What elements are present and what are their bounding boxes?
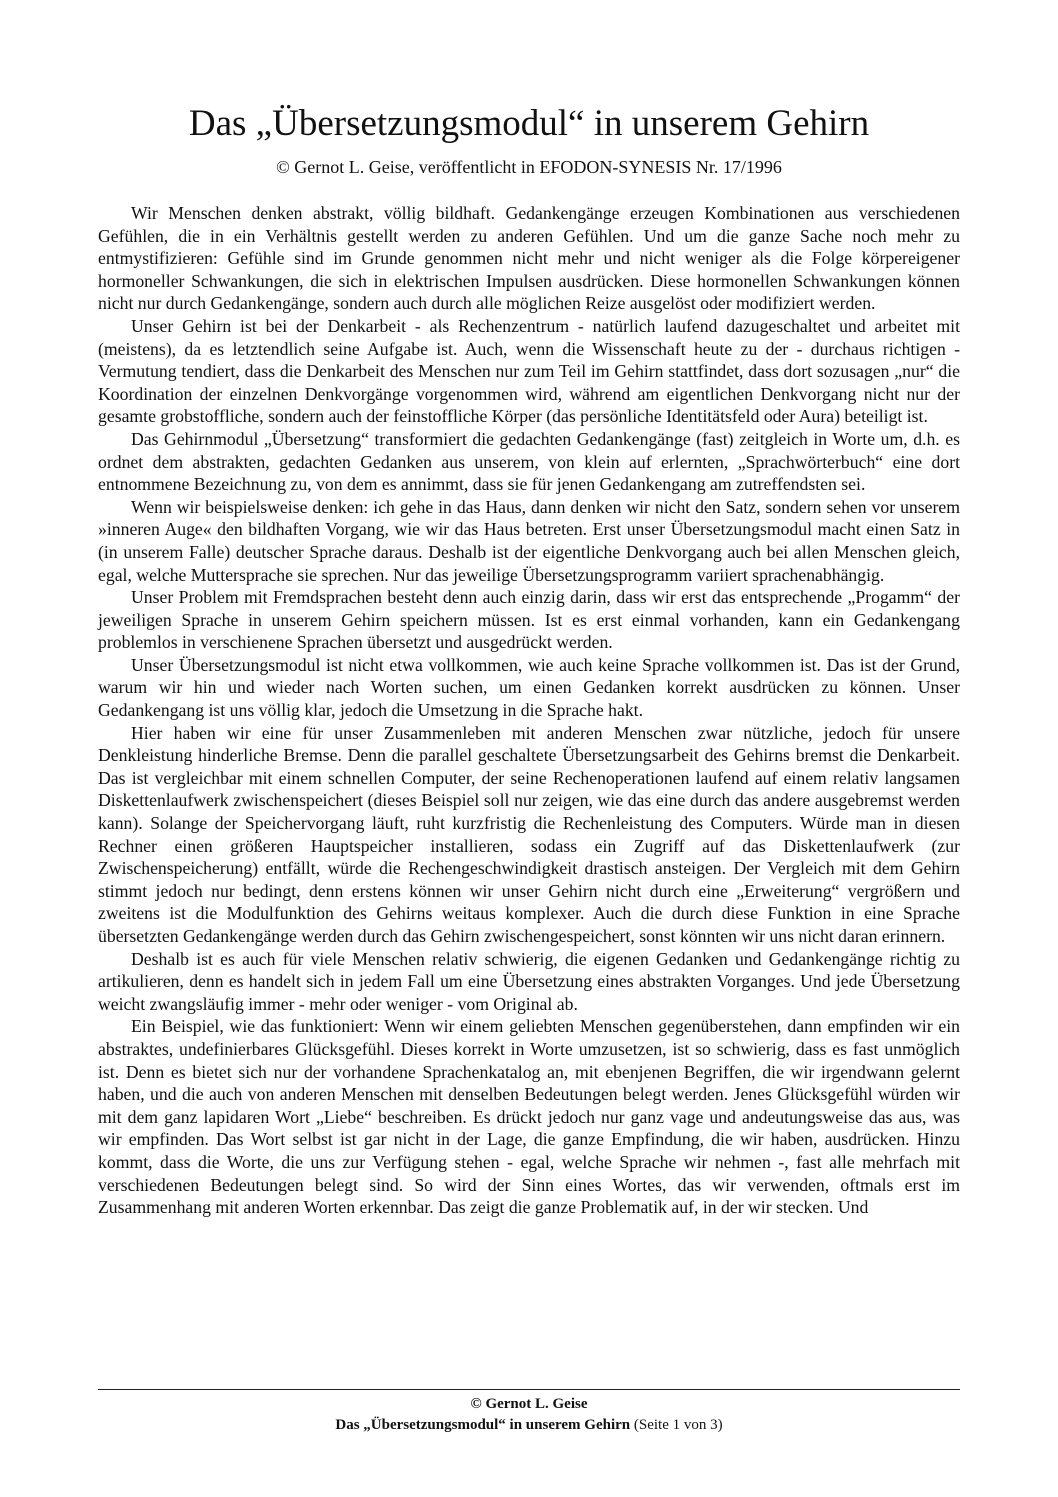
paragraph: Ein Beispiel, wie das funktioniert: Wenn wir einem geliebten Menschen gegenüberstehen, dann empfinden wir ein abstraktes, undefinierbares Glücksgefühl. Dieses korrekt in Worte umzusetzen, ist so schwierig, dass es fast unmöglich ist. Denn es bietet sich nur der vorhandene Sprachenkatalog an, mit ebenjenen Begriffen, die wir irgendwann gelernt haben, und die auch von anderen Menschen mit denselben Bedeutungen belegt werden. Jenes Glücksgefühl würden wir mit dem ganz lapidaren Wort „Liebe“ beschreiben. Es drückt jedoch nur ganz vage und andeutungsweise das aus, was wir empfinden. Das Wort selbst ist gar nicht in der Lage, die ganze Empfindung, die wir haben, ausdrücken. Hinzu kommt, dass die Worte, die uns zur Verfügung stehen - egal, welche Sprache wir nehmen -, fast alle mehrfach mit verschiedenen Bedeutungen belegt sind. So wird der Sinn eines Wortes, das wir verwenden, oftmals erst im Zusammenhang mit anderen Worten erkennbar. Das zeigt die ganze Problematik auf, in der wir stecken. Und — [98, 1016, 960, 1218]
footer-doc-title: Das „Übersetzungsmodul“ in unserem Gehirn — [335, 1417, 631, 1433]
paragraph: Unser Gehirn ist bei der Denkarbeit - als Rechenzentrum - natürlich laufend dazugeschaltet und arbeitet mit (meistens), da es letztendlich seine Aufgabe ist. Auch, wenn die Wissenschaft heute zu der - durchaus richtigen - Vermutung tendiert, dass die Denkarbeit des Menschen nur zum Teil im Gehirn stattfindet, dass dort sozusagen „nur“ die Koordination der einzelnen Denkvorgänge vorgenommen wird, während am eigentlichen Denkvorgang nicht nur der gesamte grobstoffliche, sondern auch der feinstoffliche Körper (das persönliche Identitätsfeld oder Aura) beteiligt ist. — [98, 315, 960, 427]
paragraph: Wenn wir beispielsweise denken: ich gehe in das Haus, dann denken wir nicht den Satz, sondern sehen vor unserem »inneren Auge« den bildhaften Vorgang, wie wir das Haus betreten. Erst unser Übersetzungsmodul macht einen Satz in (in unserem Falle) deutscher Sprache daraus. Deshalb ist der eigentliche Denkvorgang auch bei allen Menschen gleich, egal, welche Muttersprache sie sprechen. Nur das jeweilige Übersetzungsprogramm variiert sprachenabhängig. — [98, 496, 960, 585]
footer-page-info: (Seite 1 von 3) — [633, 1417, 723, 1433]
footer-author: © Gernot L. Geise — [470, 1396, 588, 1412]
paragraph: Wir Menschen denken abstrakt, völlig bildhaft. Gedankengänge erzeugen Kombinationen aus verschiedenen Gefühlen, die in ein Verhältnis gestellt werden zu anderen Gefühlen. Und um die ganze Sache noch mehr zu entmystifizieren: Gefühle sind im Grunde genommen nicht mehr und nicht weniger als die Folge körpereigener hormoneller Schwankungen, die sich in elektrischen Impulsen ausdrücken. Diese hormonellen Schwankungen können nicht nur durch Gedankengänge, sondern auch durch alle möglichen Reize ausgelöst oder modifiziert werden. — [98, 203, 960, 314]
paragraph: Hier haben wir eine für unser Zusammenleben mit anderen Menschen zwar nützliche, jedoch für unsere Denkleistung hinderliche Bremse. Denn die parallel geschaltete Übersetzungsarbeit des Gehirns bremst die Denkarbeit. Das ist vergleichbar mit einem schnellen Computer, der seine Rechenoperationen laufend auf einem relativ langsamen Diskettenlaufwerk zwischenspeichert (dieses Beispiel soll nur zeigen, wie das eine durch das andere ausgebremst werden kann). Solange der Speichervorgang läuft, ruht kurzfristig die Rechenleistung des Computers. Würde man in diesen Rechner einen größeren Hauptspeicher installieren, sodass ein Zugriff auf das Diskettenlaufwerk (zur Zwischenspeicherung) entfällt, würde die Rechengeschwindigkeit drastisch ansteigen. Der Vergleich mit dem Gehirn stimmt jedoch nur bedingt, denn erstens können wir unser Gehirn nicht durch eine „Erweiterung“ vergrößern und zweitens ist die Modulfunktion des Gehirns weitaus komplexer. Auch die durch diese Funktion in eine Sprache übersetzten Gedankengänge werden durch das Gehirn zwischengespeichert, sonst könnten wir uns nicht daran erinnern. — [98, 722, 960, 946]
footer-line — [98, 1415, 960, 1436]
page-footer — [98, 1394, 960, 1436]
paragraph: Unser Übersetzungsmodul ist nicht etwa vollkommen, wie auch keine Sprache vollkommen ist. Das ist der Grund, warum wir hin und wieder nach Worten suchen, um einen Gedanken korrekt ausdrücken zu können. Unser Gedankengang ist uns völlig klar, jedoch die Umsetzung in die Sprache hakt. — [98, 654, 960, 721]
paragraph: Das Gehirnmodul „Übersetzung“ transformiert die gedachten Gedankengänge (fast) zeitgleich in Worte um, d.h. es ordnet dem abstrakten, gedachten Gedanken aus unserem, von klein auf erlernten, „Sprachwörterbuch“ eine dort entnommene Bezeichnung zu, von dem es annimmt, dass sie für jenen Gedankengang am zutreffendsten sei. — [98, 428, 960, 495]
article-body — [98, 202, 960, 1219]
page-title: Das „Übersetzungsmodul“ in unserem Gehirn — [188, 103, 870, 144]
page-subtitle: © Gernot L. Geise, veröffentlicht in EFODON-SYNESIS Nr. 17/1996 — [276, 157, 782, 177]
footer-divider — [98, 1389, 960, 1390]
paragraph: Deshalb ist es auch für viele Menschen relativ schwierig, die eigenen Gedanken und Gedankengänge richtig zu artikulieren, denn es handelt sich in jedem Fall um eine Übersetzung eines abstrakten Vorganges. Und jede Übersetzung weicht zwangsläufig immer - mehr oder weniger - vom Original ab. — [98, 948, 960, 1014]
paragraph: Unser Problem mit Fremdsprachen besteht denn auch einzig darin, dass wir erst das entsprechende „Progamm“ der jeweiligen Sprache in unserem Gehirn speichern müssen. Ist es erst einmal vorhanden, kann ein Gedankengang problemlos in verschienene Sprachen übersetzt und ausgedrückt werden. — [98, 587, 960, 653]
